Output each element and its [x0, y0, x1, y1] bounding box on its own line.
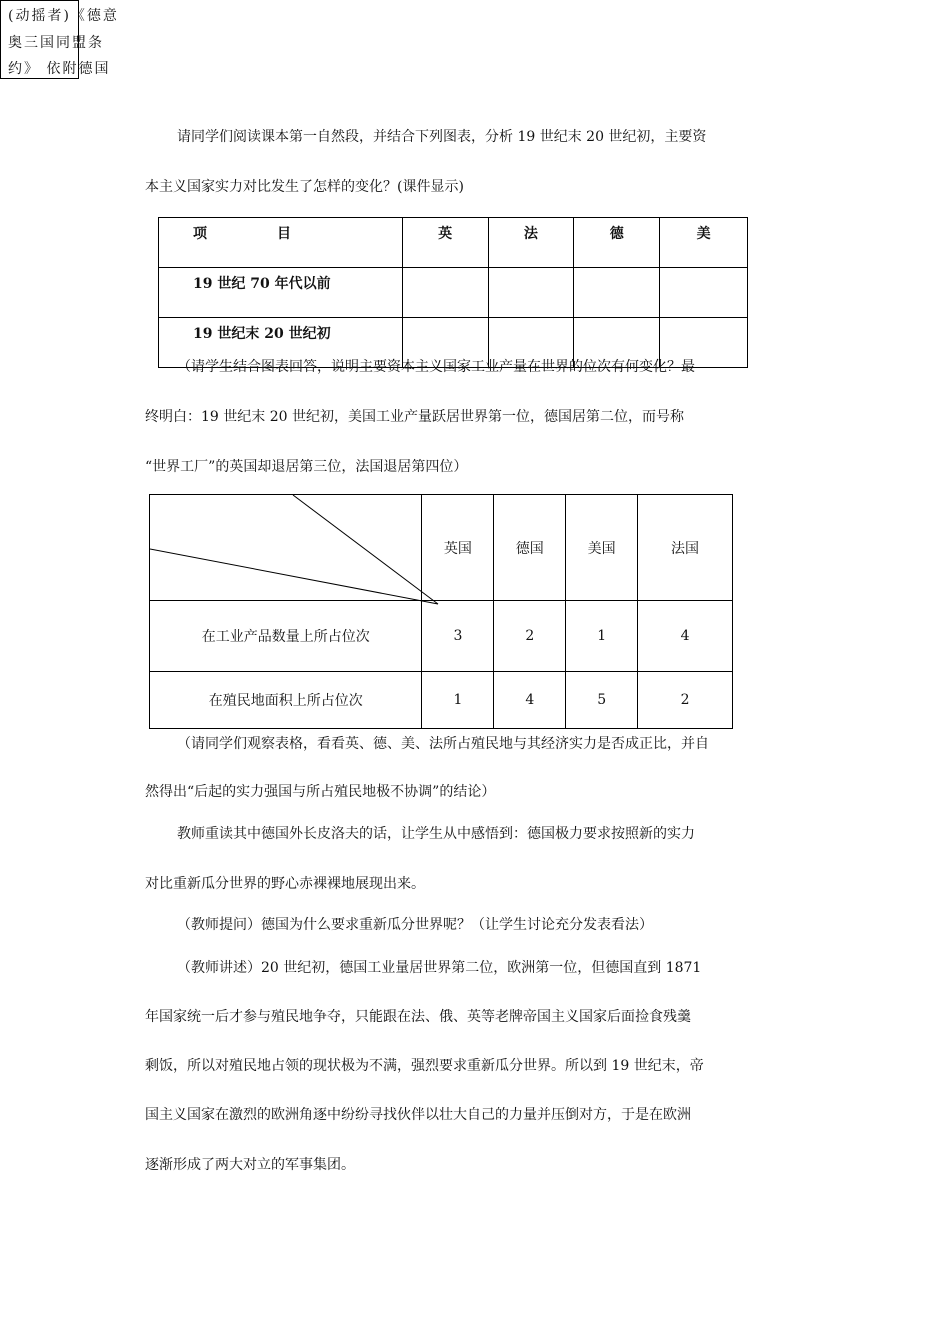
- empty-cell: [402, 268, 488, 318]
- paragraph-line: （教师讲述）20 世纪初，德国工业量居世界第二位，欧洲第一位，但德国直到 1871: [177, 960, 702, 976]
- value-cell: 2: [494, 601, 566, 672]
- paragraph-line: 年国家统一后才参与殖民地争夺，只能跟在法、俄、英等老牌帝国主义国家后面捡食残羹: [145, 1009, 691, 1025]
- paragraph-line: （请学生结合图表回答，说明主要资本主义国家工业产量在世界的位次有何变化？最: [177, 359, 695, 375]
- header-us: 美国: [566, 495, 638, 601]
- paragraph-line: 剩饭，所以对殖民地占领的现状极为不满，强烈要求重新瓜分世界。所以到 19 世纪末，帝: [145, 1058, 704, 1074]
- row-label: 在殖民地面积上所占位次: [150, 672, 422, 729]
- corner-note-line: 约》 依附德国: [8, 61, 111, 77]
- table-row: [150, 601, 733, 672]
- table-header-row: [150, 495, 733, 601]
- value-cell: 3: [422, 601, 494, 672]
- header-fr: 法: [488, 218, 574, 268]
- header-de: 德国: [494, 495, 566, 601]
- value-cell: 1: [422, 672, 494, 729]
- diagonal-line: [293, 495, 438, 604]
- paragraph-line: （请同学们观察表格，看看英、德、美、法所占殖民地与其经济实力是否成正比，并自: [177, 736, 709, 752]
- header-item: 项 目: [159, 218, 403, 268]
- value-cell: 5: [566, 672, 638, 729]
- value-cell: 4: [638, 601, 733, 672]
- ranking-table: [149, 494, 733, 729]
- table-row: [150, 672, 733, 729]
- paragraph-line: 然得出“后起的实力强国与所占殖民地极不协调”的结论）: [145, 784, 496, 800]
- header-de: 德: [574, 218, 660, 268]
- corner-note-line: 奥三国同盟条: [8, 35, 104, 51]
- row-label: 在工业产品数量上所占位次: [150, 601, 422, 672]
- paragraph-line: 逐渐形成了两大对立的军事集团。: [145, 1157, 355, 1173]
- paragraph-line: 对比重新瓜分世界的野心赤裸裸地展现出来。: [145, 876, 425, 892]
- corner-note-line: (动摇者)《德意: [8, 8, 119, 24]
- header-uk: 英: [402, 218, 488, 268]
- value-cell: 1: [566, 601, 638, 672]
- empty-cell: [488, 268, 574, 318]
- diagonal-line: [150, 549, 438, 604]
- header-uk: 英国: [422, 495, 494, 601]
- comparison-table: [158, 217, 748, 368]
- diagonal-lines: [150, 495, 440, 605]
- table-header-row: [159, 218, 748, 268]
- row-label: 19 世纪末 20 世纪初: [159, 318, 403, 368]
- paragraph-line: 国主义国家在激烈的欧洲角逐中纷纷寻找伙伴以壮大自己的力量并压倒对方，于是在欧洲: [145, 1107, 691, 1123]
- paragraph-line: 教师重读其中德国外长皮洛夫的话，让学生从中感悟到：德国极力要求按照新的实力: [177, 826, 695, 842]
- empty-cell: [660, 268, 748, 318]
- row-label: 19 世纪 70 年代以前: [159, 268, 403, 318]
- table-row: [159, 268, 748, 318]
- paragraph-line: “世界工厂”的英国却退居第三位，法国退居第四位）: [145, 459, 468, 475]
- empty-cell: [574, 268, 660, 318]
- paragraph-line: 本主义国家实力对比发生了怎样的变化？(课件显示): [145, 179, 464, 195]
- paragraph-line: 请同学们阅读课本第一自然段，并结合下列图表，分析 19 世纪末 20 世纪初，主要资: [177, 129, 707, 145]
- diagonal-header-cell: [150, 495, 422, 601]
- header-fr: 法国: [638, 495, 733, 601]
- header-us: 美: [660, 218, 748, 268]
- value-cell: 2: [638, 672, 733, 729]
- paragraph-line: 终明白：19 世纪末 20 世纪初，美国工业产量跃居世界第一位，德国居第二位，而号称: [145, 409, 684, 425]
- value-cell: 4: [494, 672, 566, 729]
- paragraph-line: （教师提问）德国为什么要求重新瓜分世界呢？（让学生讨论充分发表看法）: [177, 917, 653, 933]
